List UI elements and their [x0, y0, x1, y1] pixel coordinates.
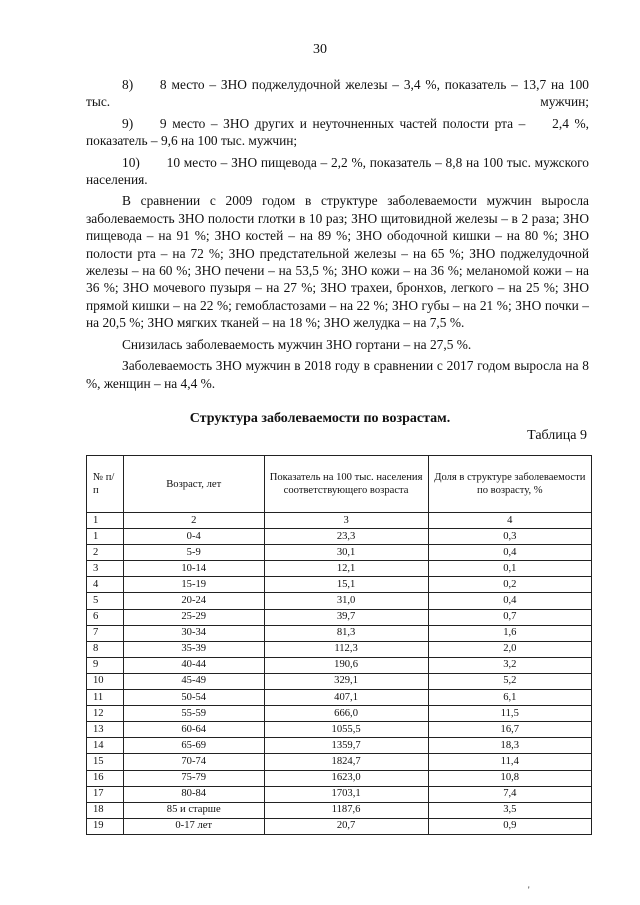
table-row [87, 770, 592, 786]
cell-share: 0,1 [428, 561, 591, 577]
cell-share: 7,4 [428, 786, 591, 802]
cell-age: 75-79 [123, 770, 264, 786]
body-text [86, 76, 589, 392]
cell-rate: 1623,0 [264, 770, 428, 786]
cell-number: 18 [87, 802, 124, 818]
cell-rate: 81,3 [264, 625, 428, 641]
table-row [87, 754, 592, 770]
cell-share: 11,5 [428, 706, 591, 722]
table-row [87, 673, 592, 689]
table-row [87, 609, 592, 625]
cell-age: 50-54 [123, 690, 264, 706]
cell-age: 35-39 [123, 641, 264, 657]
cell-rate: 23,3 [264, 529, 428, 545]
age-structure-table [86, 455, 592, 835]
cell-age: 80-84 [123, 786, 264, 802]
cell-rate: 1359,7 [264, 738, 428, 754]
cell-age: 30-34 [123, 625, 264, 641]
cell-age: 40-44 [123, 657, 264, 673]
cell-share: 6,1 [428, 690, 591, 706]
cell-age: 65-69 [123, 738, 264, 754]
table-row [87, 818, 592, 834]
cell-share: 18,3 [428, 738, 591, 754]
column-number: 2 [123, 513, 264, 529]
cell-share: 11,4 [428, 754, 591, 770]
table-row [87, 738, 592, 754]
cell-share: 0,4 [428, 545, 591, 561]
table-row [87, 786, 592, 802]
cell-rate: 39,7 [264, 609, 428, 625]
cell-age: 85 и старше [123, 802, 264, 818]
cell-share: 0,2 [428, 577, 591, 593]
cell-number: 17 [87, 786, 124, 802]
cell-age: 20-24 [123, 593, 264, 609]
cell-age: 45-49 [123, 673, 264, 689]
cell-rate: 1187,6 [264, 802, 428, 818]
cell-number: 16 [87, 770, 124, 786]
page-number: 30 [313, 42, 327, 57]
table-row [87, 706, 592, 722]
paragraph-decline: Снизилась заболеваемость мужчин ЗНО гортани – на 27,5 %. [122, 336, 472, 352]
cell-number: 3 [87, 561, 124, 577]
cell-share: 0,9 [428, 818, 591, 834]
cell-share: 10,8 [428, 770, 591, 786]
cell-rate: 1055,5 [264, 722, 428, 738]
cell-share: 16,7 [428, 722, 591, 738]
list-item-10: 10) 10 место – ЗНО пищевода – 2,2 %, показатель – 8,8 на 100 тыс. мужского населения. [86, 154, 589, 188]
header-share: Доля в структуре заболеваемости по возрасту, % [428, 456, 591, 513]
cell-rate: 31,0 [264, 593, 428, 609]
table-header-row [87, 456, 592, 513]
cell-age: 55-59 [123, 706, 264, 722]
cell-number: 12 [87, 706, 124, 722]
cell-number: 4 [87, 577, 124, 593]
header-rate: Показатель на 100 тыс. населения соответствующего возраста [264, 456, 428, 513]
table-row [87, 722, 592, 738]
list-item-9: 9) 9 место – ЗНО других и неуточненных частей полости рта – 2,4 %, показатель – 9,6 на 100 тыс. мужчин; [86, 115, 589, 149]
cell-rate: 12,1 [264, 561, 428, 577]
cell-number: 19 [87, 818, 124, 834]
cell-number: 6 [87, 609, 124, 625]
cell-rate: 15,1 [264, 577, 428, 593]
cell-share: 0,4 [428, 593, 591, 609]
cell-number: 10 [87, 673, 124, 689]
table-row [87, 593, 592, 609]
table-row [87, 625, 592, 641]
cell-share: 0,3 [428, 529, 591, 545]
column-number: 1 [87, 513, 124, 529]
cell-age: 0-4 [123, 529, 264, 545]
cell-number: 8 [87, 641, 124, 657]
table-label: Таблица 9 [527, 428, 587, 443]
cell-rate: 1703,1 [264, 786, 428, 802]
table-row [87, 802, 592, 818]
cell-rate: 1824,7 [264, 754, 428, 770]
table-row [87, 561, 592, 577]
cell-number: 5 [87, 593, 124, 609]
cell-number: 9 [87, 657, 124, 673]
cell-share: 2,0 [428, 641, 591, 657]
cell-rate: 30,1 [264, 545, 428, 561]
table-row [87, 545, 592, 561]
column-number: 3 [264, 513, 428, 529]
table-row [87, 641, 592, 657]
cell-age: 10-14 [123, 561, 264, 577]
cell-rate: 190,6 [264, 657, 428, 673]
cell-share: 0,7 [428, 609, 591, 625]
column-number-row [87, 513, 592, 529]
header-number: № п/п [87, 456, 124, 513]
cell-age: 60-64 [123, 722, 264, 738]
table-row [87, 657, 592, 673]
cell-rate: 20,7 [264, 818, 428, 834]
cell-number: 15 [87, 754, 124, 770]
cell-share: 5,2 [428, 673, 591, 689]
cell-number: 11 [87, 690, 124, 706]
cell-number: 7 [87, 625, 124, 641]
table-row [87, 529, 592, 545]
cell-number: 2 [87, 545, 124, 561]
paragraph-growth: В сравнении с 2009 годом в структуре заболеваемости мужчин выросла заболеваемость ЗНО полости глотки в 10 раз; ЗНО щитовидной железы – в 2 раза; ЗНО пищевода – на 91 %; ЗНО костей – на 89 %; ЗНО ободочной кишки – на 80 %; ЗНО полости рта – на 72 %; ЗНО предстательной железы – на 65 %; ЗНО поджелудочной железы – на 60 %; ЗНО печени – на 53,5 %; ЗНО кожи – на 36 %; меланомой кожи – на 36 %; ЗНО мочевого пузыря – на 27 %; ЗНО трахеи, бронхов, легкого – на 25 %; ЗНО прямой кишки – на 22 %; гемобластозами – на 22 %; ЗНО губы – на 21 %; ЗНО почки – на 20,5 %; ЗНО мягких тканей – на 18 %; ЗНО желудка – на 7,5 %. [86, 193, 589, 331]
cell-age: 70-74 [123, 754, 264, 770]
cell-share: 1,6 [428, 625, 591, 641]
cell-number: 13 [87, 722, 124, 738]
cell-number: 14 [87, 738, 124, 754]
list-item-8: 8) 8 место – ЗНО поджелудочной железы – 3,4 %, показатель – 13,7 на 100 тыс. мужчин; [86, 77, 589, 110]
cell-age: 5-9 [123, 545, 264, 561]
cell-rate: 329,1 [264, 673, 428, 689]
header-age: Возраст, лет [123, 456, 264, 513]
cell-number: 1 [87, 529, 124, 545]
table-row [87, 690, 592, 706]
cell-age: 25-29 [123, 609, 264, 625]
cell-share: 3,2 [428, 657, 591, 673]
section-heading: Структура заболеваемости по возрастам. [189, 411, 451, 426]
margin-mark: ' [528, 885, 530, 895]
cell-age: 15-19 [123, 577, 264, 593]
table-row [87, 577, 592, 593]
cell-rate: 666,0 [264, 706, 428, 722]
cell-age: 0-17 лет [123, 818, 264, 834]
paragraph-2018: Заболеваемость ЗНО мужчин в 2018 году в сравнении с 2017 годом выросла на 8 %, женщин – на 4,4 %. [86, 358, 589, 391]
cell-rate: 112,3 [264, 641, 428, 657]
cell-share: 3,5 [428, 802, 591, 818]
column-number: 4 [428, 513, 591, 529]
cell-rate: 407,1 [264, 690, 428, 706]
